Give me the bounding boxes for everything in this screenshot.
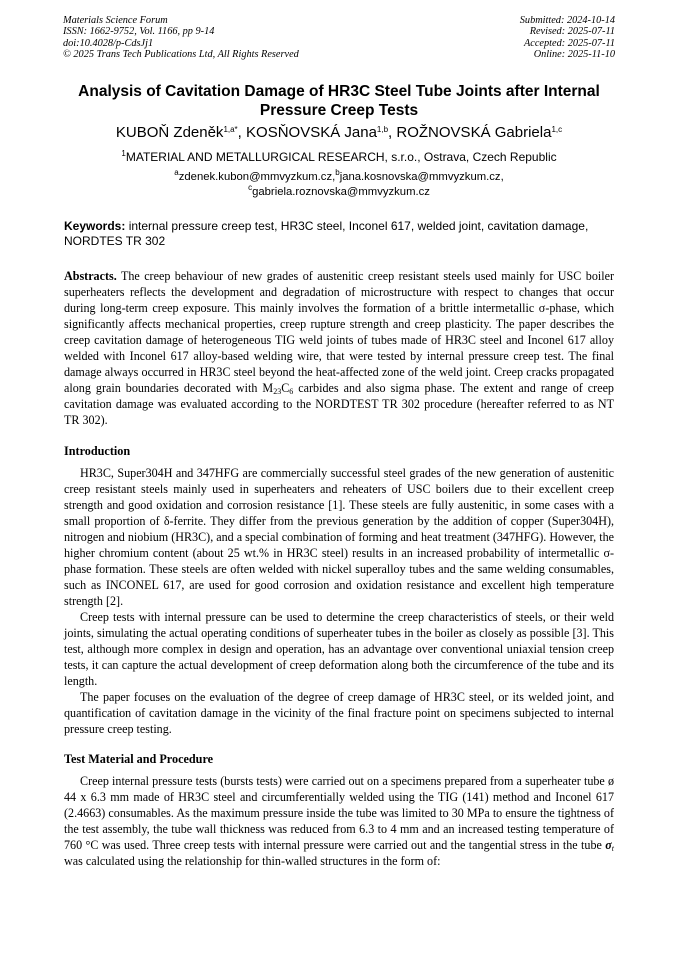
- paper-title: Analysis of Cavitation Damage of HR3C Steel Tube Joints after Internal Pressure Creep Tests: [78, 83, 600, 119]
- intro-paragraph-3: The paper focuses on the evaluation of the degree of creep damage of HR3C steel, or its welded joint, and quantification of cavitation damage in the vicinity of the final fracture point on specimens subjected to internal pressure creep testing.: [64, 690, 614, 736]
- date-revised: Revised: 2025-07-11: [529, 26, 615, 38]
- paper-body: [64, 268, 614, 869]
- journal-doi: doi:10.4028/p-CdsJj1: [63, 37, 154, 49]
- intro-paragraph-1: HR3C, Super304H and 347HFG are commercially successful steel grades of the new generation of austenitic creep resistant steels mainly used in superheaters and reheaters of USC boilers due to their excellent creep strength and good oxidation and corrosion resistance [1]. These steels are fully austenitic, in some cases with a small proportion of δ-ferrite. They differ from the previous generation by the addition of copper (Super304H), nitrogen and niobium (HR3C), and a special combination of forming and heat treatment (347HFG). However, the higher chromium content (about 25 wt.% in HR3C steel) results in an increased probability of intermetallic σ-phase formation. These steels are often welded with nickel superalloy tubes and the same welding consumables, such as INCONEL 617, are used for good corrosion and oxidation resistance and excellent high temperature strength [2].: [64, 466, 614, 608]
- keywords-label: Keywords:: [64, 219, 126, 233]
- email-c: gabriela.roznovska@mmvyzkum.cz: [252, 186, 430, 198]
- journal-name: Materials Science Forum: [63, 15, 168, 26]
- date-online: Online: 2025-11-10: [533, 49, 615, 61]
- journal-issn: ISSN: 1662-9752, Vol. 1166, pp 9-14: [63, 26, 215, 38]
- author-3: ROŽNOVSKÁ Gabriela: [396, 124, 552, 141]
- affiliation: $^1$MATERIAL AND METALLURGICAL RESEARCH, s.r.o., Ostrava, Czech Republic: [121, 149, 557, 164]
- section-heading-test-material: Test Material and Procedure: [64, 752, 214, 766]
- author-list: KUBOŇ Zdeněk$^{1,a*}$, KOSŇOVSKÁ Jana$^{1,b}$, ROŽNOVSKÁ Gabriela$^{1,c}$: [115, 124, 563, 141]
- journal-info: [63, 15, 299, 61]
- intro-paragraph-2: Creep tests with internal pressure can be used to determine the creep characteristics of steels, or their weld joints, simulating the actual operating conditions of superheater tubes in the boiler as closely as possible [3]. This test, although more complex in design and operation, has an advantage over conventional uniaxial tension creep tests, it can capture the actual development of creep deformation along both the circumference of the tube and its length.: [64, 610, 614, 688]
- email-a: zdenek.kubon@mmvyzkum.cz,: [178, 171, 336, 183]
- abstract: Abstracts. The creep behaviour of new grades of austenitic creep resistant steels used mainly for USC boiler superheaters reflects the development and degradation of microstructure with respect to changes that occur during long-term creep exposure. This mainly involves the formation of a brittle intermetallic σ-phase, which significantly affects mechanical properties, creep rupture strength and creep plasticity. The paper describes the creep cavitation damage of heterogeneous TIG weld joints of tubes made of HR3C steel and Inconel 617 alloy welded with Inconel 617 alloy-based welding wire, that were tested by internal pressure creep test. The final damage always occurred in HR3C steel beyond the heat-affected zone of the weld joint. Creep cracks propagated along grain boundaries decorated with $M_{23}C_6$ carbides and also sigma phase. The extent and range of creep cavitation damage was evaluated according to the NORDTEST TR 302 procedure (hereafter referred to as NT TR 302).: [64, 269, 614, 427]
- author-1: KUBOŇ Zdeněk: [115, 124, 224, 141]
- date-accepted: Accepted: 2025-07-11: [523, 37, 615, 49]
- test-paragraph-1: Creep internal pressure tests (bursts tests) were carried out on a specimens prepared from a superheater tube ø 44 x 6.3 mm made of HR3C steel and circumferentially welded using the TIG (141) method and Inconel 617 (2.4663) consumables. As the maximum pressure inside the tube was limited to 30 MPa to ensure the tightness of the test assembly, the tube wall thickness was reduced from 6.3 to 4 mm and an increased testing temperature of 760 °C was used. Three creep tests with internal pressure were carried out and the tangential stress in the tube $\sigma_t$ was calculated using the relationship for thin-walled structures in the form of:: [64, 774, 614, 868]
- date-submitted: Submitted: 2024-10-14: [519, 15, 615, 26]
- journal-copyright: © 2025 Trans Tech Publications Ltd, All Rights Reserved: [63, 49, 299, 61]
- author-emails: $^a$zdenek.kubon@mmvyzkum.cz,$^b$jana.kosnovska@mmvyzkum.cz, $^c$gabriela.roznovska@mmvyzkum.cz: [174, 168, 504, 198]
- keywords: [64, 219, 616, 249]
- submission-dates: [520, 15, 615, 61]
- keywords-text: internal pressure creep test, HR3C steel, Inconel 617, welded joint, cavitation damage, NORDTES TR 302: [64, 219, 589, 248]
- author-2: KOSŇOVSKÁ Jana: [246, 124, 377, 141]
- email-b: jana.kosnovska@mmvyzkum.cz,: [339, 171, 504, 183]
- sigma-symbol: σ: [605, 838, 612, 852]
- abstract-label: Abstracts.: [64, 269, 117, 283]
- section-heading-introduction: Introduction: [64, 444, 131, 458]
